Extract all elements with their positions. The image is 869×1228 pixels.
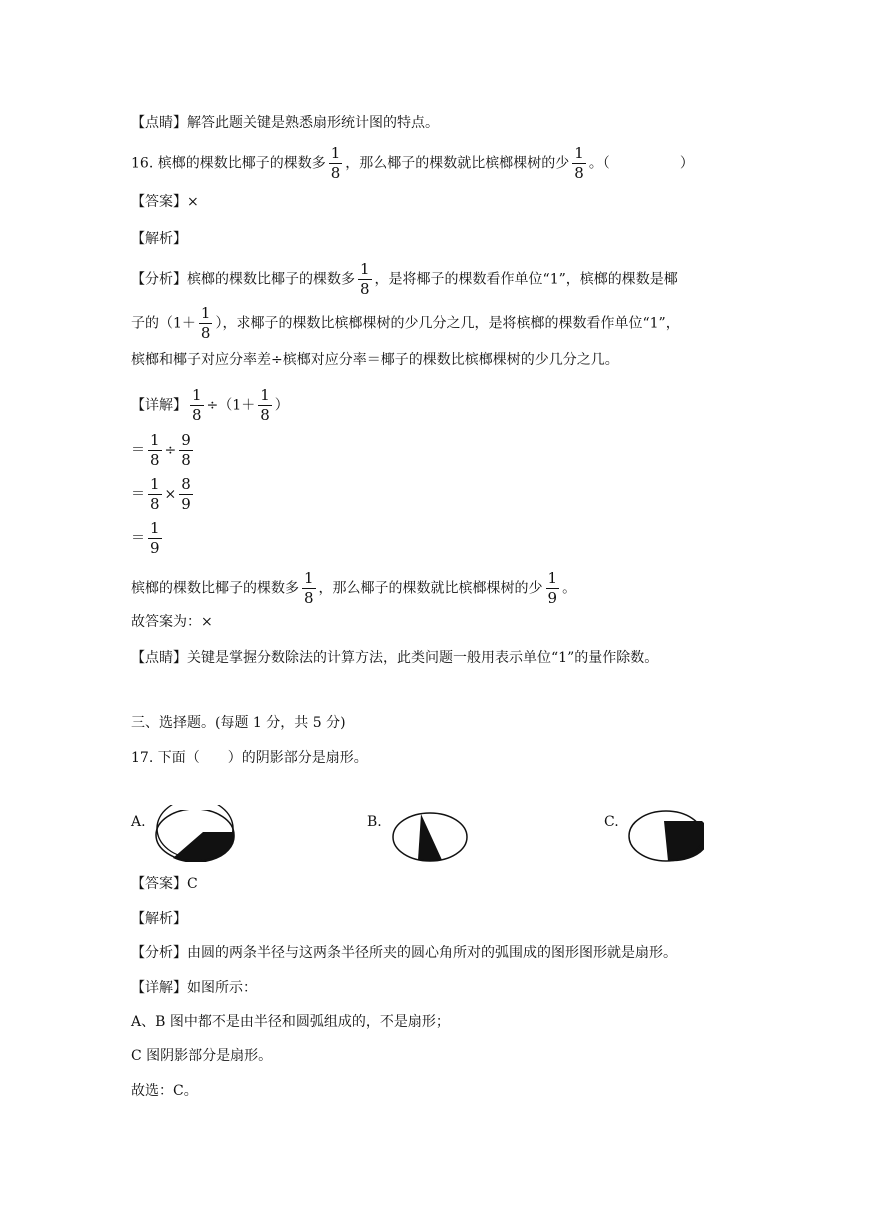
- q16-text-b: ，那么椰子的棵数就比槟榔棵树的少: [345, 155, 570, 172]
- jiexi-16: 【解析】: [131, 231, 187, 247]
- xiangjie-line-4: ＝ $\frac{1}{9}$: [131, 519, 160, 557]
- option-a-label: A.: [131, 814, 146, 830]
- answer-17: 【答案】C: [131, 876, 198, 892]
- fenxi-17: 【分析】由圆的两条半径与这两条半径所夹的圆心角所对的弧围成的图形图形就是扇形。: [131, 945, 677, 961]
- dianjing-16: 【点睛】关键是掌握分数除法的计算方法，此类问题一般用表示单位“1”的量作除数。: [131, 650, 659, 666]
- question-17: 17. 下面（ ）的阴影部分是扇形。: [131, 750, 368, 766]
- section-heading: 三、选择题。(每题 1 分，共 5 分): [131, 715, 346, 731]
- final-answer-16: 故答案为：×: [131, 614, 213, 630]
- jiexi-17: 【解析】: [131, 911, 187, 927]
- option-b-circle-figure: [392, 812, 468, 862]
- option-c-circle-figure: [628, 810, 704, 862]
- option-a-shaded-figure: [155, 810, 237, 862]
- fraction-one-eighth: $\frac{1}{8}$: [360, 260, 370, 298]
- fenxi-line-3: 槟榔和椰子对应分率差÷槟榔对应分率＝椰子的棵数比槟榔棵树的少几分之几。: [131, 352, 619, 368]
- option-b-label: B.: [367, 814, 382, 830]
- final-choice-17: 故选：C。: [131, 1083, 198, 1099]
- xiangjie-line-1: 【详解】 $\frac{1}{8}$ ÷（1＋ $\frac{1}{8}$ ）: [131, 386, 289, 424]
- question-16: [131, 146, 694, 181]
- line-c: C 图阴影部分是扇形。: [131, 1048, 273, 1064]
- xiangjie-line-3: ＝ $\frac{1}{8}$ × $\frac{8}{9}$: [131, 475, 191, 513]
- line-ab: A、B 图中都不是由半径和圆弧组成的，不是扇形；: [131, 1014, 450, 1030]
- fenxi-line-1: 【分析】槟榔的棵数比椰子的棵数多 $\frac{1}{8}$ ，是将椰子的棵数看作单位“1”，槟榔的棵数是椰: [131, 260, 678, 298]
- fraction-one-eighth: $\frac{1}{8}$: [330, 144, 341, 182]
- q16-text-c: 。（: [588, 155, 610, 172]
- option-c-label: C.: [604, 814, 619, 830]
- dianjing-prev: 【点睛】解答此题关键是熟悉扇形统计图的特点。: [131, 115, 439, 131]
- q16-text-d: ）: [679, 155, 694, 172]
- xiangjie-17: 【详解】如图所示：: [131, 980, 257, 996]
- answer-16: 【答案】×: [131, 194, 199, 210]
- fraction-one-eighth: $\frac{1}{8}$: [200, 304, 211, 342]
- fraction-one-eighth: $\frac{1}{8}$: [574, 144, 584, 182]
- xiangjie-line-2: ＝ $\frac{1}{8}$ ÷ $\frac{9}{8}$: [131, 431, 191, 469]
- conclusion-line: 槟榔的棵数比椰子的棵数多 $\frac{1}{8}$ ，那么椰子的棵数就比槟榔棵树的少 $\frac{1}{9}$ 。: [131, 569, 577, 607]
- q16-text-a: 16. 槟榔的棵数比椰子的棵数多: [131, 155, 326, 172]
- fenxi-line-2: 子的（1＋ $\frac{1}{8}$ ），求椰子的棵数比槟榔棵树的少几分之几，是将槟榔的棵数看作单位“1”，: [131, 304, 680, 342]
